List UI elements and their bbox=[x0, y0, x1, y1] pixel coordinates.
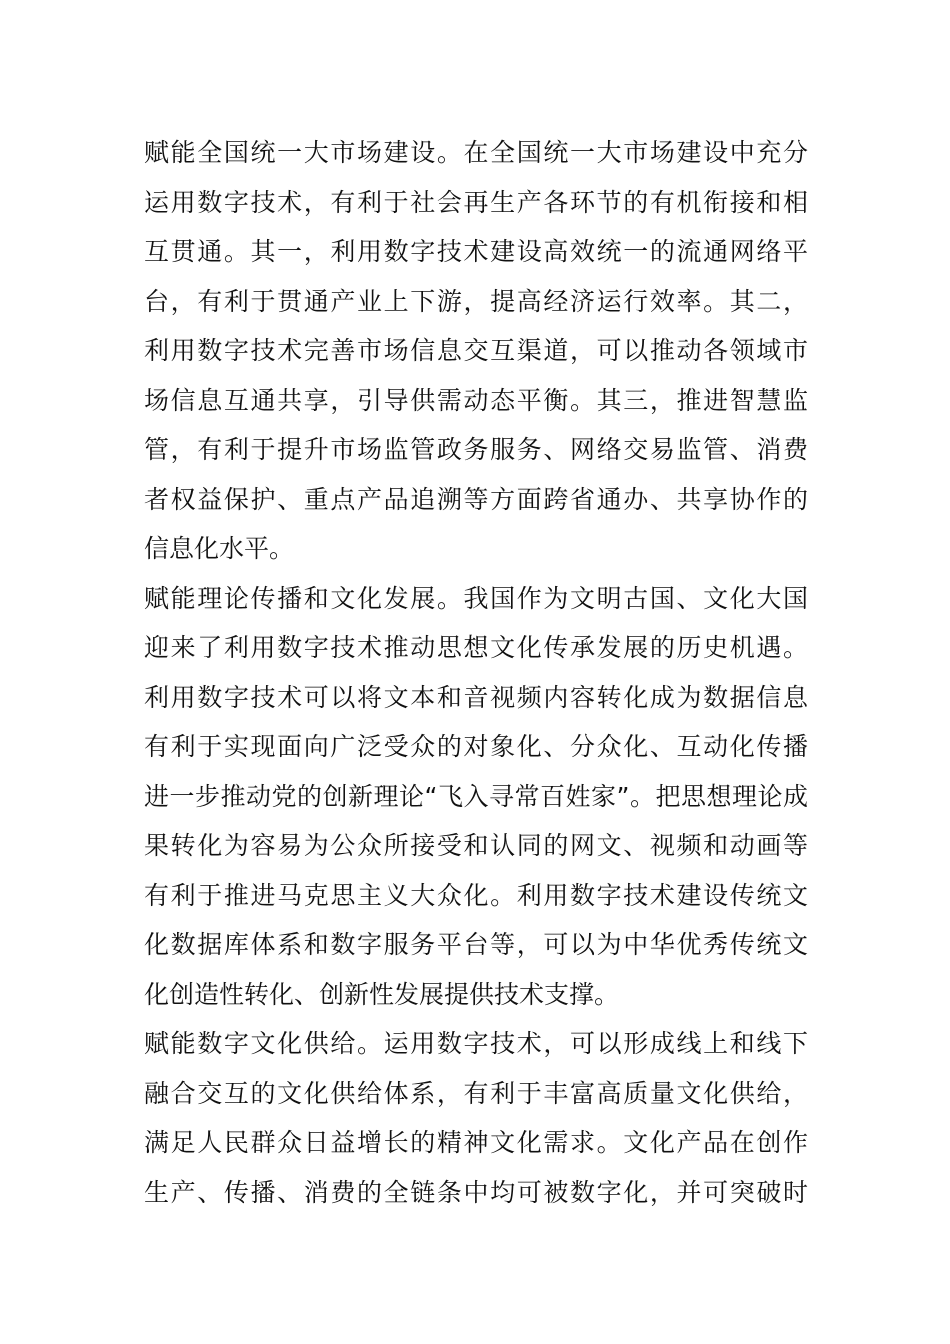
text-line: 果转化为容易为公众所接受和认同的网文、视频和动画等 bbox=[144, 831, 808, 860]
text-line: 运用数字技术，有利于社会再生产各环节的有机衔接和相 bbox=[144, 187, 808, 217]
text-line: 利用数字技术完善市场信息交互渠道，可以推动各领域市 bbox=[144, 336, 808, 365]
text-line: 化创造性转化、创新性发展提供技术支撑。 bbox=[144, 979, 620, 1009]
text-line: 信息化水平。 bbox=[144, 534, 295, 563]
text-line: 有利于推进马克思主义大众化。利用数字技术建设传统文 bbox=[144, 880, 808, 910]
text-line: 场信息互通共享，引导供需动态平衡。其三，推进智慧监 bbox=[144, 385, 808, 415]
text-line: 融合交互的文化供给体系，有利于丰富高质量文化供给， bbox=[144, 1078, 808, 1108]
text-line: 满足人民群众日益增长的精神文化需求。文化产品在创作 bbox=[144, 1128, 808, 1157]
text-line: 生产、传播、消费的全链条中均可被数字化，并可突破时 bbox=[144, 1177, 808, 1207]
text-line: 利用数字技术可以将文本和音视频内容转化成为数据信息 bbox=[144, 682, 808, 712]
text-line: 进一步推动党的创新理论“飞入寻常百姓家”。把思想理论成 bbox=[144, 781, 808, 811]
text-line: 化数据库体系和数字服务平台等，可以为中华优秀传统文 bbox=[144, 930, 808, 959]
text-line: 互贯通。其一，利用数字技术建设高效统一的流通网络平 bbox=[144, 237, 808, 266]
text-line: 管，有利于提升市场监管政务服务、网络交易监管、消费 bbox=[144, 435, 808, 464]
text-line: 台，有利于贯通产业上下游，提高经济运行效率。其二， bbox=[144, 286, 808, 316]
text-line: 者权益保护、重点产品追溯等方面跨省通办、共享协作的 bbox=[144, 484, 808, 514]
text-line: 赋能全国统一大市场建设。在全国统一大市场建设中充分 bbox=[144, 138, 808, 167]
document-body bbox=[144, 128, 808, 1217]
text-line: 有利于实现面向广泛受众的对象化、分众化、互动化传播 bbox=[144, 732, 808, 761]
text-line: 赋能理论传播和文化发展。我国作为文明古国、文化大国 bbox=[144, 583, 808, 613]
text-line: 赋能数字文化供给。运用数字技术，可以形成线上和线下 bbox=[144, 1029, 808, 1058]
text-line: 迎来了利用数字技术推动思想文化传承发展的历史机遇。 bbox=[144, 633, 808, 662]
